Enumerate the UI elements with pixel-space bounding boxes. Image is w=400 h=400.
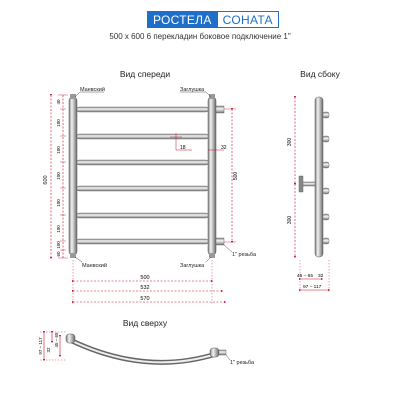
wall-flange — [299, 176, 303, 192]
dim-chain-1: 100 — [56, 119, 61, 127]
label-thread-top: 1" резьба — [230, 360, 255, 366]
side-view-title: Вид сбоку — [300, 69, 340, 79]
side-view — [287, 97, 329, 292]
dim-width-500: 500 — [140, 275, 150, 281]
dim-chain-6: 100 — [56, 241, 61, 249]
dim-chain-0: 40 — [56, 99, 61, 105]
side-pipe — [315, 97, 323, 257]
label-mayevsky-top: Маевский — [80, 87, 105, 93]
side-dim-32: 32 — [318, 274, 324, 279]
brand-rostela: РОСТЕЛА — [147, 11, 218, 28]
dim-chain-5: 100 — [56, 225, 61, 233]
top-view-title: Вид сверху — [122, 318, 168, 328]
top-dim-97-117: 97 – 117 — [38, 337, 43, 355]
top-view — [38, 332, 255, 366]
rung-5 — [77, 213, 208, 218]
dim-chain-7: 60 — [56, 251, 61, 257]
dim-chain-2: 100 — [56, 146, 61, 154]
front-view-title: Вид спереди — [119, 69, 171, 79]
brand-sonata: СОНАТА — [218, 11, 279, 28]
dim-center-distance: 500 — [233, 171, 239, 181]
rung-3 — [77, 160, 208, 165]
label-plug-top: Заглушка — [180, 87, 205, 93]
label-thread-front: 1" резьба — [232, 252, 257, 258]
side-dim-lower: 300 — [287, 215, 293, 225]
rung-6 — [77, 239, 208, 244]
wall-bracket — [302, 182, 315, 186]
side-rung-6 — [323, 238, 329, 244]
left-pipe — [69, 97, 77, 255]
plug-top — [209, 94, 215, 99]
front-view — [43, 86, 257, 304]
side-rung-2 — [323, 136, 329, 142]
top-dim-45-65: 45 – 65 — [54, 332, 59, 348]
label-plug-bottom: Заглушка — [180, 263, 205, 269]
dim-chain-4: 100 — [56, 199, 61, 207]
rung-1 — [77, 107, 208, 112]
label-mayevsky-bottom: Маевский — [82, 263, 107, 269]
dim-chain-3: 100 — [56, 172, 61, 180]
top-connection-nipple — [216, 106, 224, 113]
side-dim-upper: 300 — [287, 137, 293, 147]
top-dim-32: 32 — [46, 347, 51, 353]
side-dim-97-117: 97 – 117 — [303, 285, 322, 290]
side-dim-45-65: 45 – 65 — [297, 274, 314, 279]
dim-total-height: 600 — [43, 175, 49, 185]
top-connection-nipple — [219, 350, 226, 355]
dim-18: 18 — [180, 145, 186, 151]
dim-width-532: 532 — [140, 285, 150, 291]
side-rung-3 — [323, 162, 329, 168]
rung-4 — [77, 186, 208, 191]
right-pipe — [208, 97, 216, 255]
side-rung-1 — [323, 112, 329, 118]
top-left-pipe — [66, 334, 75, 343]
model-subtitle: 500 х 600 6 перекладин боковое подключение 1" — [109, 32, 291, 41]
dim-width-570: 570 — [140, 296, 150, 302]
side-rung-5 — [323, 214, 329, 220]
side-rung-4 — [323, 188, 329, 194]
plug-bottom — [209, 253, 215, 258]
bottom-connection-nipple — [216, 238, 224, 245]
top-right-pipe — [210, 348, 219, 357]
dim-32: 32 — [221, 145, 227, 151]
rung-2 — [77, 134, 208, 139]
mayevsky-top-valve — [70, 94, 76, 99]
